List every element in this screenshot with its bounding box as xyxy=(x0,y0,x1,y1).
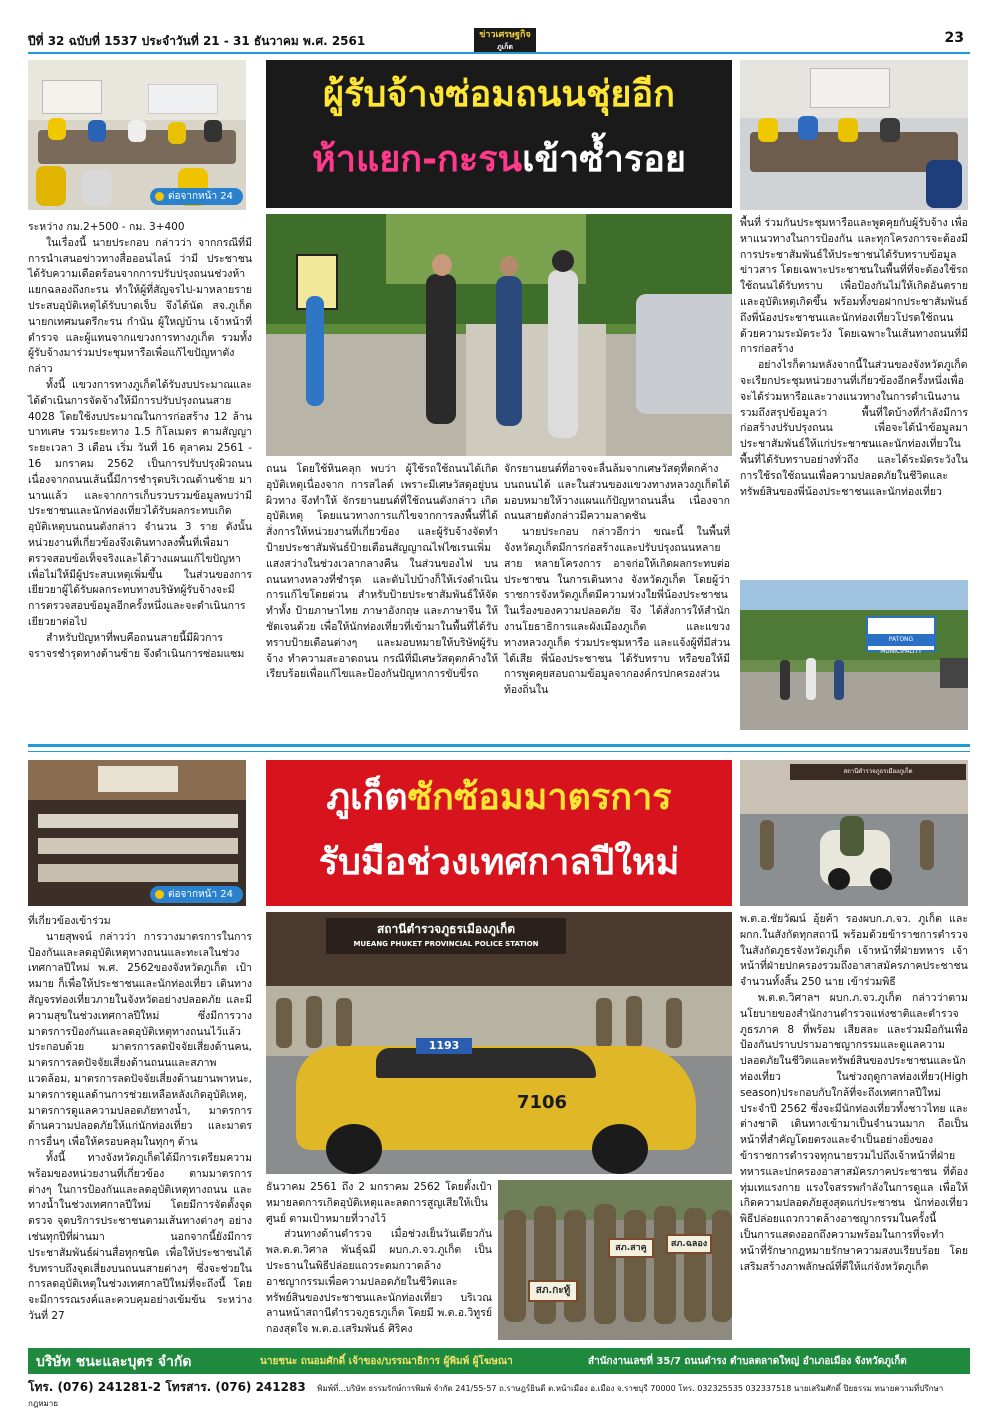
station-sign-small: สถานีตำรวจภูธรเมืองภูเก็ต xyxy=(790,764,966,780)
continued-label-2: ต่อจากหน้า 24 xyxy=(150,886,243,903)
police-motorcycle-photo xyxy=(740,760,968,906)
headline-1 xyxy=(266,60,732,208)
issue-line: ปีที่ 32 ฉบับที่ 1537 ประจำวันที่ 21 - 31 ธันวาคม พ.ศ. 2561 xyxy=(28,34,366,48)
placard-left: สภ.กะทู้ xyxy=(528,1280,578,1302)
placard-right: สภ.ฉลอง xyxy=(666,1234,712,1254)
roadside-photo xyxy=(740,580,968,730)
story2-col1-p2: นายสุพจน์ กล่าวว่า การวางมาตรการในการป้องกันและลดอุบัติเหตุทางถนนและทะเลในช่วงเทศกาลปีใหม่ พ.ศ. 2562ของจังหวัดภูเก็ต เป้าหมาย ก็เพื่อให้ประชาชนและนักท่องเที่ยว เดินทางสัญจรท่องเที่ยวภายในจังหวัดอย่างปลอดภัย และมีความสุขในช่วงเทศกาลปีใหม่ ซึ่งมีการวางมาตรการป้องกันและลดอุบัติเหตุทางถนนไว้แล้วประกอบด้วย มาตรการลดปัจจัยเสี่ยงด้านคน, มาตรการลดปัจจัยเสี่ยงด้านถนนและสภาพแวดล้อม, มาตรการลดปัจจัยเสี่ยงด้านยานพาหนะ, มาตรการดูแลด้านการช่วยเหลือหลังเกิดอุบัติเหตุ, มาตรการดูแลความปลอดภัยทางน้ำ, มาตรการด้านความปลอดภัยให้แก่นักท่องเที่ยว และมาตรการอื่นๆ เพื่อให้ครอบคลุมในทุกๆ ด้าน xyxy=(28,930,252,1149)
story1-column-2 xyxy=(266,462,498,734)
footer-print-info: พิมพ์ที่...บริษัท ธรรมรักษ์การพิมพ์ จำกัด 241/55-57 ถ.ราษฎร์ยินดี ต.หน้าเมือง อ.เมือง จ.ราชบุรี 70000 โทร. 032325535 032337518 นายเสริมศักดิ์ ปิยธรรม ทนายความที่ปรึกษากฎหมาย xyxy=(28,1384,944,1408)
headline-2-yellow: ซักซ้อมมาตรการ xyxy=(407,777,672,818)
seminar-photo xyxy=(28,760,246,906)
road-sign: PATONG MUNICIPALITY xyxy=(868,634,934,646)
story2-column-1 xyxy=(28,914,252,1340)
headline-2 xyxy=(266,760,732,906)
footer-office: สำนักงานเลขที่ 35/7 ถนนดำรง ตำบลตลาดใหญ่ อำเภอเมือง จังหวัดภูเก็ต xyxy=(588,1356,907,1367)
story1-col4-p2: อย่างไรก็ตามหลังจากนี้ในส่วนของจังหวัดภูเก็ตจะเรียกประชุมหน่วยงานที่เกี่ยวข้องอีกครั้งหนึ่งเพื่อจะได้ร่วมหารือและวางแนวทางในการดำเนินงานรวมถึงสรุปข้อมูลว่า พื้นที่ใดบ้างที่กำลังมีการก่อสร้างปรับปรุงถนน เพื่อจะได้นำข้อมูลมาประชาสัมพันธ์ให้แก่ประชาชนและนักท่องเที่ยวในพื้นที่ได้รับทราบอย่างทั่วถึง และได้ระมัดระวังในการใช้รถใช้ถนนเพื่อความปลอดภัยในชีวิตและทรัพย์สินของพี่น้องประชาชนและนักท่องเที่ยว xyxy=(740,359,968,498)
station-sign-th: สถานีตำรวจภูธรเมืองภูเก็ต xyxy=(376,922,516,936)
story1-col3-p1: จักรยานยนต์ที่อาจจะลื่นล้มจากเศษวัสดุที่ตกค้างบนถนนได้ และในส่วนของแขวงทางหลวงภูเก็ตได้มอบหมายให้วางแผนแก้ปัญหาถนนลื่น เนื่องจากถนนสายดังกล่าวมีความลาดชัน xyxy=(504,463,730,523)
masthead-sub: ภูเก็ต xyxy=(497,43,513,51)
story1-column-3 xyxy=(504,462,730,734)
story2-column-3 xyxy=(740,912,968,1340)
police-car-photo xyxy=(266,912,732,1174)
story2-col2-p2: ส่วนทางด้านตำรวจ เมื่อช่วงเย็นวันเดียวกัน พล.ต.ต.วิศาล พันธุ์ฉมี ผบก.ภ.จว.ภูเก็ต เป็นประธานในพิธีปล่อยแถวระดมกวาดล้างอาชญากรรมเพื่อความปลอดภัยในชีวิตและทรัพย์สินของประชาชนและนักท่องเที่ยว บริเวณลานหน้าสถานีตำรวจภูธรภูเก็ต โดยมี พ.ต.อ.วิทูรย์ กองสุดใจ พ.ต.อ.เสริมพันธ์ ศิริคง xyxy=(266,1228,492,1336)
story1-col1-p1: ระหว่าง กม.2+500 - กม. 3+400 xyxy=(28,221,185,233)
footer-editors: นายชนะ ถนอมศักดิ์ เจ้าของ/บรรณาธิการ ผู้พิมพ์ ผู้โฆษณา xyxy=(260,1356,513,1367)
page-header xyxy=(28,28,970,54)
story2-col3-p1: พ.ต.อ.ชัยวัฒน์ อุ้ยค้า รองผบก.ภ.จว. ภูเก็ต และผกก.ในสังกัดทุกสถานี พร้อมด้วยข้าราชการตำรวจในสังกัดภูธรจังหวัดภูเก็ต เจ้าหน้าที่ฝ่ายทหาร เจ้าหน้าที่ฝ่ายปกครองรวมถึงอาสาสมัครภาคประชาชน จำนวนทั้งสิ้น 250 นาย เข้าร่วมพิธี xyxy=(740,913,968,989)
story2-col1-p3: ทั้งนี้ ทางจังหวัดภูเก็ตได้มีการเตรียมความพร้อมของหน่วยงานที่เกี่ยวข้อง ตามมาตรการต่างๆ ในการป้องกันและลดอุบัติเหตุทางถนน และทางน้ำในช่วงเทศกาลปีใหม่ โดยมีการจัดตั้งจุดตรวจ จุดบริการประชาชนตามเส้นทางต่างๆ อย่างเช่นทุกปีที่ผ่านมา นอกจากนี้ยังมีการประชาสัมพันธ์ผ่านสื่อทุกชนิด เพื่อให้ประชาชนได้รับทราบถึงจุดเสี่ยงบนถนนสายต่างๆ ซึ่งจะช่วยในการลดอุบัติเหตุในช่วงเทศกาลปีใหม่ที่จะถึงนี้ โดยจะมีการรณรงค์และควบคุมอย่างเข้มข้น ระหว่างวันที่ 27 xyxy=(28,1151,252,1322)
headline-1-red: ห้าแยก-กะรน xyxy=(312,139,523,180)
story1-column-4 xyxy=(740,216,968,574)
car-side-number: 7106 xyxy=(516,1092,568,1113)
footer-contact xyxy=(28,1378,970,1408)
story2-col3-p2: พ.ต.ต.วิศาลฯ ผบก.ภ.จว.ภูเก็ต กล่าวว่าตามนโยบายของสำนักงานตำรวจแห่งชาติและตำรวจภูธรภาค 8 ที่พร้อม เสียสละ และร่วมมือกันเพื่อป้องกันปราบปรามอาชญากรรมและดูแลความปลอดภัยในชีวิตและทรัพย์สินของประชาชนและนักท่องเที่ยว ในช่วงฤดูกาลท่องเที่ยว(High season)ประกอบกับใกล้ที่จะถึงเทศกาลปีใหม่ประจำปี 2562 ซึ่งจะมีนักท่องเที่ยวทั้งชาวไทย และต่างชาติ เดินทางเข้ามาเป็นจำนวนมาก ถือเป็นหน้าที่สำคัญโดยตรงและจำเป็นอย่างยิ่งของข้าราชการตำรวจทุกนายรวมไปถึงเจ้าหน้าที่ฝ่ายทหารและปกครองอาสาสมัครภาคประชาชน ที่ต้องทุ่มเทแรงกาย แรงใจสรรพกำลังในการดูแล เพื่อให้เกิดความปลอดภัยสูงสุดแก่ประชาชน นักท่องเที่ยว พิธีปล่อยแถวกวาดล้างอาชญากรรมในครั้งนี้ เป็นการแสดงออกถึงความพร้อมในการที่จะทำหน้าที่รักษากฎหมายรักษาความสงบเรียบร้อย โดยเสริมสร้างภาพลักษณ์ที่ดีให้แก่จังหวัดภูเก็ต xyxy=(740,991,968,1273)
placard-mid: สภ.สาคู xyxy=(608,1238,654,1258)
story2-column-2 xyxy=(266,1180,492,1340)
story1-col2-p1: ถนน โดยใช้หินคลุก พบว่า ผู้ใช้รถใช้ถนนได้เกิดอุบัติเหตุเนื่องจาก การสไลด์ เพราะมีเศษวัสดุอยู่บนผิวทาง จึงทำให้ จักรยานยนต์ที่ใช้ถนนดังกล่าว เกิดอุบัติเหตุ โดยแนวทางการแก้ไขจากการลงพื้นที่ได้สั่งการให้หน่วยงานที่เกี่ยวข้อง และผู้รับจ้างจัดทำป้ายประชาสัมพันธ์ป้ายเตือนสัญญาณไฟไซเรนเพิ่มแสงสว่างในช่วงเวลากลางคืน ในส่วนของไฟ บนถนนทางหลวงที่ชำรุด และดับไปบ้างก็ให้เร่งดำเนินการแก้ไขโดยด่วน สำหรับป้ายประชาสัมพันธ์ให้จัดทำทั้ง ป้ายภาษาไทย ภาษาอังกฤษ และภาษาจีน ให้ชัดเจนด้วย เพื่อให้นักท่องเที่ยวที่เข้ามาในพื้นที่ได้รับทราบป้ายเตือนต่างๆ และมอบหมายให้บริษัทผู้รับจ้าง ทำความสะอาดถนน กรณีที่มีเศษวัสดุตกค้างให้เรียบร้อยเพื่อแก้ไขและป้องกันปัญหาการขับขี่รถ xyxy=(266,463,498,681)
road-inspection-photo xyxy=(266,214,732,456)
station-sign xyxy=(326,918,566,954)
page-number: 23 xyxy=(944,30,964,46)
officers-lineup-photo xyxy=(498,1180,732,1340)
headline-1-white: เข้าซ้ำรอย xyxy=(522,139,686,180)
story1-col1-p4: สำหรับปัญหาที่พบคือถนนสายนี้มีผิวการจราจรชำรุดทางด้านซ้าย จึงดำเนินการซ่อมแซม xyxy=(28,631,245,660)
story1-col1-p3: ทั้งนี้ แขวงการทางภูเก็ตได้รับงบประมาณและได้ดำเนินการจัดจ้างให้มีการปรับปรุงถนนสาย 4028 โดยใช้งบประมาณในการก่อสร้าง 12 ล้านบาทเศษ รวมระยะทาง 1.5 กิโลเมตร ตามสัญญา ระยะเวลา 3 เดือน เริ่ม วันที่ 16 ตุลาคม 2561 - 16 มกราคม 2562 เป็นการปรับปรุงผิวถนนเนื่องจากถนนเส้นนี้มีการชำรุดบริเวณด้านซ้าย มานานแล้ว และจากการเก็บรวบรวมข้อมูลพบว่ามีประชาชนและนักท่องเที่ยวได้รับผลกระทบเกิดอุบัติเหตุบนถนนดังกล่าว จำนวน 3 ราย ดังนั้นหน่วยงานที่เกี่ยวข้องจึงเดินทางลงพื้นที่เพื่อมาตรวจสอบข้อเท็จจริงและได้วางแผนแก้ไขปัญหาเพื่อไม่ให้มีผู้ประสบเหตุเพิ่มขึ้น ในส่วนของการเยียวยาผู้ได้รับผลกระทบทางบริษัทผู้รับจ้างจะมีการตรวจสอบข้อมูลอีกครั้งหนึ่งและจะดำเนินการเยียวยาต่อไป xyxy=(28,378,252,628)
section-divider xyxy=(28,744,970,747)
story1-column-1 xyxy=(28,220,252,750)
footer-tel: โทร. (076) 241281-2 โทรสาร. (076) 241283 xyxy=(28,1380,306,1394)
continued-label: ต่อจากหน้า 24 xyxy=(150,188,243,205)
footer-bar xyxy=(28,1348,970,1374)
story2-col2-p1: ธันวาคม 2561 ถึง 2 มกราคม 2562 โดยตั้งเป้าหมายลดการเกิดอุบัติเหตุและลดการสูญเสียให้เป็นศูนย์ ตามเป้าหมายที่วางไว้ xyxy=(266,1181,492,1225)
headline-1-line-2 xyxy=(266,130,732,190)
story1-col3-p2: นายประกอบ กล่าวอีกว่า ขณะนี้ ในพื้นที่จังหวัดภูเก็ตมีการก่อสร้างและปรับปรุงถนนหลายสาย หลายโครงการ อาจก่อให้เกิดผลกระทบต่อประชาชน ในการเดินทาง จังหวัดภูเก็ต โดยผู้ว่าราชการจังหวัดภูเก็ตมีความห่วงใยพี่น้องประชาชนในเรื่องของความปลอดภัย จึง ได้สั่งการให้สำนักงานโยธาธิการและผังเมืองภูเก็ต และแขวงทางหลวงภูเก็ต ร่วมประชุมหารือ และแจ้งผู้ที่มีส่วนได้เสีย พี่น้องประชาชน ได้รับทราบ หรือขอให้มีการพูดคุยสอบถามข้อมูลจากองค์กรปกครองส่วนท้องถิ่นใน xyxy=(504,526,730,697)
car-roof-number: 1193 xyxy=(416,1038,472,1054)
headline-2-line-2: รับมือช่วงเทศกาลปีใหม่ xyxy=(318,842,680,883)
headline-2-white: ภูเก็ต xyxy=(326,777,408,818)
masthead-logo xyxy=(474,28,536,52)
story2-col1-p1: ที่เกี่ยวข้องเข้าร่วม xyxy=(28,915,111,927)
story1-col4-p1: พื้นที่ ร่วมกันประชุมหารือและพูดคุยกับผู้รับจ้าง เพื่อหาแนวทางในการป้องกัน และทุกโครงการจะต้องมีการประชาสัมพันธ์ให้ประชาชนได้รับทราบข้อมูลข่าวสาร โดยเฉพาะประชาชนในพื้นที่ที่จะต้องใช้รถใช้ถนนได้รับทราบ เพื่อป้องกันไม่ให้เกิดอันตรายและอุบัติเหตุเกิดขึ้น พร้อมทั้งขอฝากประชาสัมพันธ์ถึงพี่น้องประชาชนและนักท่องเที่ยวโปรดใช้ถนนด้วยความระมัดระวัง โดยเฉพาะในเส้นทางถนนที่มีการก่อสร้าง xyxy=(740,217,968,356)
story1-col1-p2: ในเรื่องนี้ นายประกอบ กล่าวว่า จากกรณีที่มีการนำเสนอข่าวทางสื่อออนไลน์ ว่ามี ประชาชนได้รับความเดือดร้อนจากการปรับปรุงถนนช่วงห้าแยกฉลองถึงกะรน ทำให้ผู้ที่สัญจรไป-มาหลายรายประสบอุบัติเหตุได้รับบาดเจ็บ จึงได้นัด สจ.ภูเก็ต นายกเทศมนตรีกะรน กำนัน ผู้ใหญ่บ้าน เจ้าหน้าที่ตำรวจ และผู้แทนจากแขวงการทางภูเก็ต รวมทั้งผู้รับจ้างมาร่วมประชุมหารือเพื่อแก้ไขปัญหาดังกล่าว xyxy=(28,236,252,376)
headline-1-line-1: ผู้รับจ้างซ่อมถนนชุ่ยอีก xyxy=(323,74,675,115)
masthead-title: ข่าวเศรษฐกิจ xyxy=(479,30,531,40)
meeting-photo-2 xyxy=(740,60,968,210)
section-divider-thin xyxy=(28,751,970,752)
station-sign-en: MUEANG PHUKET PROVINCIAL POLICE STATION xyxy=(353,940,539,948)
headline-2-line-1 xyxy=(266,760,732,836)
footer-company: บริษัท ชนะและบุตร จำกัด xyxy=(36,1354,192,1370)
